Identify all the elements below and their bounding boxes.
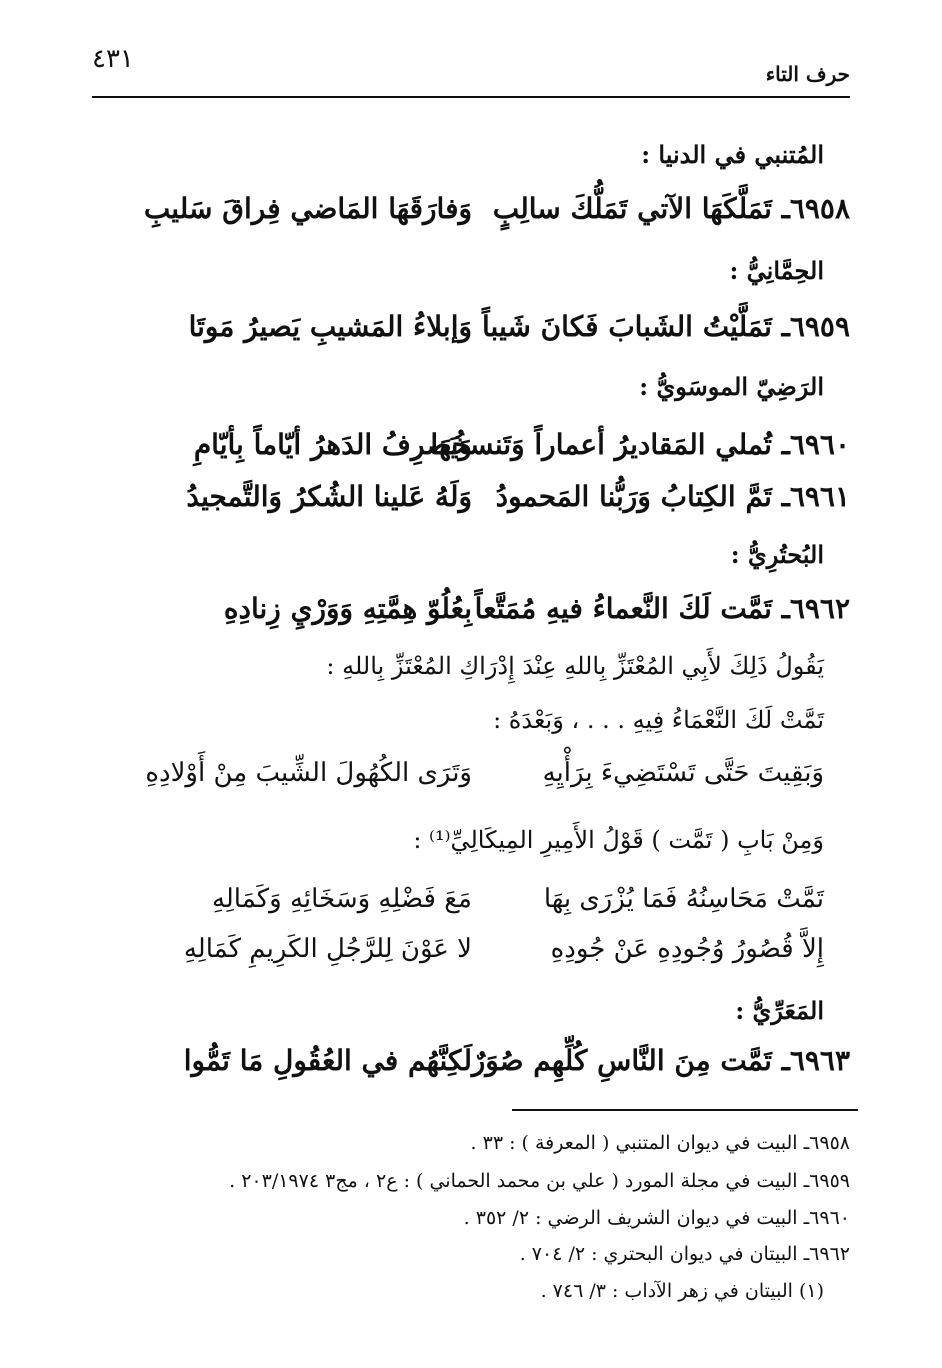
- second-hemistich: وَلَهُ عَلينا الشُكرُ وَالتَّمجيدُ: [186, 480, 472, 513]
- first-hemistich: تَمَّتْ مَحَاسِنُهُ فَمَا يُزْرَى بِهَا: [543, 884, 824, 914]
- commentary-text: تَمَّتْ لَكَ النَّعْمَاءُ فِيهِ . . . ، وَبَعْدَهُ :: [493, 706, 824, 734]
- second-hemistich: وَتَرَى الكُهُولَ الشِّيبَ مِنْ أَوْلادِهِ: [145, 758, 472, 788]
- second-hemistich: لا عَوْنَ لِلرَّجُلِ الكَرِيمِ كَمَالِهِ: [183, 934, 472, 964]
- commentary-text: وَمِنْ بَابِ ( تَمَّت ) قَوْلُ الأَمِيرِ المِيكَالِيِّ⁽¹⁾ :: [413, 826, 824, 854]
- header-divider: [92, 96, 850, 98]
- first-hemistich: إِلاَّ قُصُورُ وُجُودِهِ عَنْ جُودِهِ: [550, 934, 824, 964]
- footnote: ٦٩٦٢ـ البيتان في ديوان البحتري : ٢/ ٧٠٤ .: [519, 1243, 850, 1265]
- footnote: (١) البيتان في زهر الآداب : ٣/ ٧٤٦ .: [540, 1280, 824, 1302]
- first-hemistich: ٦٩٦٣ـ تَمَّت مِنَ النَّاسِ كُلِّهِم صُوَرٌ: [471, 1044, 850, 1077]
- first-hemistich: ٦٩٦٠ـ تُملي المَقاديرُ أعماراً وَتَنسخُهَا: [430, 428, 850, 461]
- page-number: ٤٣١: [92, 44, 134, 74]
- second-hemistich: بِعُلُوّ هِمَّتِهِ وَوَرْيِ زِنادِهِ: [223, 592, 472, 625]
- first-hemistich: وَبَقِيتَ حَتَّى تَسْتَضِيءَ بِرَأْيِهِ: [542, 758, 824, 788]
- second-hemistich: وَفارَقَهَا المَاضي فِراقَ سَليبِ: [143, 192, 472, 225]
- footnote: ٦٩٥٩ـ البيت في مجلة المورد ( علي بن محمد الحماني ) : ع٢ ، مج٣ ٢٠٣/١٩٧٤ .: [229, 1170, 850, 1192]
- second-hemistich: مَعَ فَضْلِهِ وَسَخَائِهِ وَكَمَالِهِ: [211, 884, 472, 914]
- footnote: ٦٩٥٨ـ البيت في ديوان المتنبي ( المعرفة ) : ٣٣ .: [470, 1132, 850, 1154]
- poet-heading: المُتنبي في الدنيا :: [641, 140, 824, 169]
- poet-heading: البُحتُرِيُّ :: [730, 540, 824, 569]
- second-hemistich: لَكِنَّهُم في العُقُولِ مَا تَمُّوا: [183, 1044, 472, 1077]
- first-hemistich: ٦٩٦٢ـ تَمَّت لَكَ النَّعماءُ فيهِ مُمَتَّعاً: [474, 592, 850, 625]
- second-hemistich: وَإبلاءُ المَشيبِ يَصيرُ مَوتَا: [188, 310, 472, 343]
- chapter-title: حرف التاء: [765, 62, 850, 86]
- footnote: ٦٩٦٠ـ البيت في ديوان الشريف الرضي : ٢/ ٣٥٢ .: [463, 1207, 850, 1229]
- first-hemistich: ٦٩٥٨ـ تَمَلَّكَهَا الآتي تَمَلُّكَ سالِبٍ: [492, 192, 850, 225]
- poet-heading: الرَضِيّ الموسَويُّ :: [639, 372, 824, 401]
- poet-heading: المَعَرِّيُّ :: [735, 996, 824, 1025]
- poet-heading: الحِمَّانِيُّ :: [729, 256, 824, 285]
- first-hemistich: ٦٩٦١ـ تَمَّ الكِتابُ وَرَبُّنا المَحمودُ: [495, 480, 850, 513]
- first-hemistich: ٦٩٥٩ـ تَمَلَّيْتُ الشَبابَ فَكانَ شَيباً: [481, 310, 850, 343]
- second-hemistich: وَيَصرِفُ الدَهرُ أيّاماً بِأيّامِ: [193, 428, 472, 461]
- commentary-text: يَقُولُ ذَلِكَ لأَبِي المُعْتَزِّ بِاللهِ عِنْدَ إِدْرَاكِ المُعْتَزِّ بِاللهِ :: [326, 652, 824, 680]
- footnote-divider: [512, 1109, 858, 1111]
